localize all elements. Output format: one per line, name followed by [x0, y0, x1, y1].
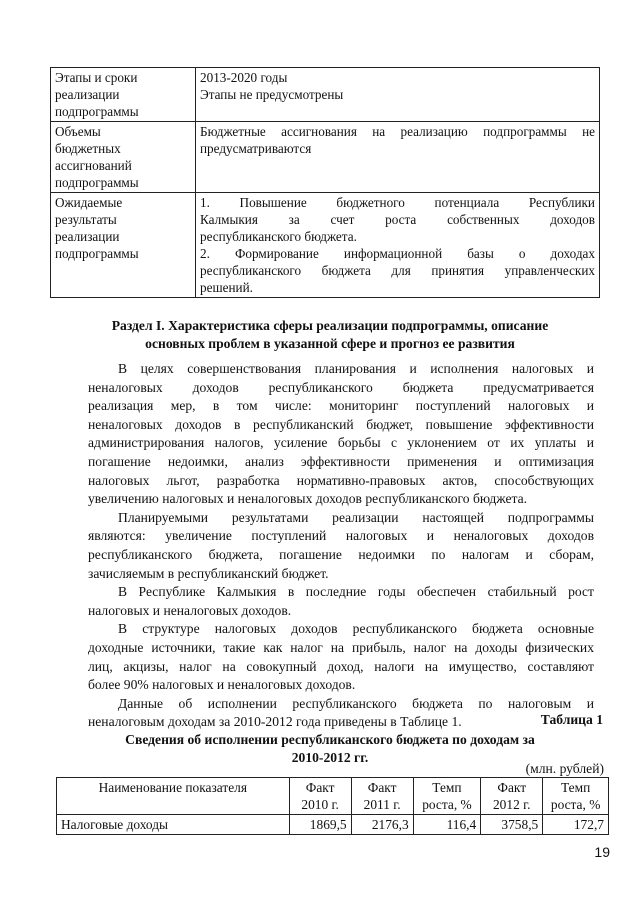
table-units: (млн. рублей): [525, 761, 604, 776]
passport-row-value: 1. Повышение бюджетного потенциала Республики Калмыкия за счет роста собственных доходов республиканского бюджета. 2. Формирование информационной базы о доходах республиканского бюджета для принятия управленческих решений.: [196, 193, 600, 298]
subprogram-passport-table: [50, 67, 600, 298]
paragraph: В целях совершенствования планирования и исполнения налоговых и неналоговых доходов республиканского бюджета предусматривается реализация мер, в том числе: мониторинг поступлений налоговых и неналоговых доходов в республиканский бюджет, повышение эффективности администрирования налогов, усиление борьбы с уклонением от их уплаты и погашение недоимки, анализ эффективности применения и оптимизация налоговых льгот, разработка нормативно-правовых актов, способствующих увеличению налоговых и неналоговых доходов республиканского бюджета.: [88, 361, 594, 507]
paragraph: В структуре налоговых доходов республиканского бюджета основные доходные источники, такие как налог на прибыль, налог на доходы физических лиц, акцизы, налог на совокупный доход, налоги на имущество, составляют более 90% налоговых и неналоговых доходов.: [88, 621, 594, 693]
paragraph: Данные об исполнении республиканского бюджета по налоговым и неналоговым доходам за 2010-2012 года приведены в Таблице 1.: [88, 695, 594, 730]
table-cell: 116,4: [413, 815, 481, 835]
page-number: 19: [594, 844, 610, 860]
passport-row-expected-results: [51, 193, 600, 298]
passport-row-label: Этапы и сроки реализации подпрограммы: [51, 68, 196, 122]
table-cell: 1869,5: [289, 815, 351, 835]
column-header: Факт 2012 г.: [481, 778, 543, 815]
table-row: [57, 815, 609, 835]
table-header-row: [57, 778, 609, 815]
passport-row-funding: [51, 122, 600, 193]
table-cell: Налоговые доходы: [57, 815, 290, 835]
passport-row-value: 2013-2020 годы Этапы не предусмотрены: [196, 68, 600, 122]
passport-row-label: Ожидаемые результаты реализации подпрограммы: [51, 193, 196, 298]
table-label: Таблица 1: [540, 712, 603, 727]
paragraph: В Республике Калмыкия в последние годы обеспечен стабильный рост налоговых и неналоговых доходов.: [88, 584, 594, 618]
section-heading: Раздел I. Характеристика сферы реализации подпрограммы, описание основных проблем в указанной сфере и прогноз ее развития: [111, 318, 549, 351]
passport-row-value: Бюджетные ассигнования на реализацию подпрограммы не предусматриваются: [196, 122, 600, 193]
paragraph: Планируемыми результатами реализации настоящей подпрограммы являются: увеличение поступлений налоговых и неналоговых доходов республиканского бюджета, погашение недоимки по налогам и сборам, зачисляемым в республиканский бюджет.: [88, 509, 594, 581]
table-cell: 2176,3: [351, 815, 413, 835]
budget-revenue-table: [56, 777, 609, 835]
table-title-text: Сведения об исполнении республиканского бюджета по доходам за 2010-2012 гг.: [125, 732, 535, 765]
section-body: [88, 360, 594, 732]
table-cell: 172,7: [543, 815, 609, 835]
table-cell: 3758,5: [481, 815, 543, 835]
column-header: Факт 2011 г.: [351, 778, 413, 815]
column-header: Темп роста, %: [543, 778, 609, 815]
column-header: Наименование показателя: [57, 778, 290, 815]
passport-row-label: Объемы бюджетных ассигнований подпрограммы: [51, 122, 196, 193]
column-header: Факт 2010 г.: [289, 778, 351, 815]
column-header: Темп роста, %: [413, 778, 481, 815]
passport-row-stages: [51, 68, 600, 122]
